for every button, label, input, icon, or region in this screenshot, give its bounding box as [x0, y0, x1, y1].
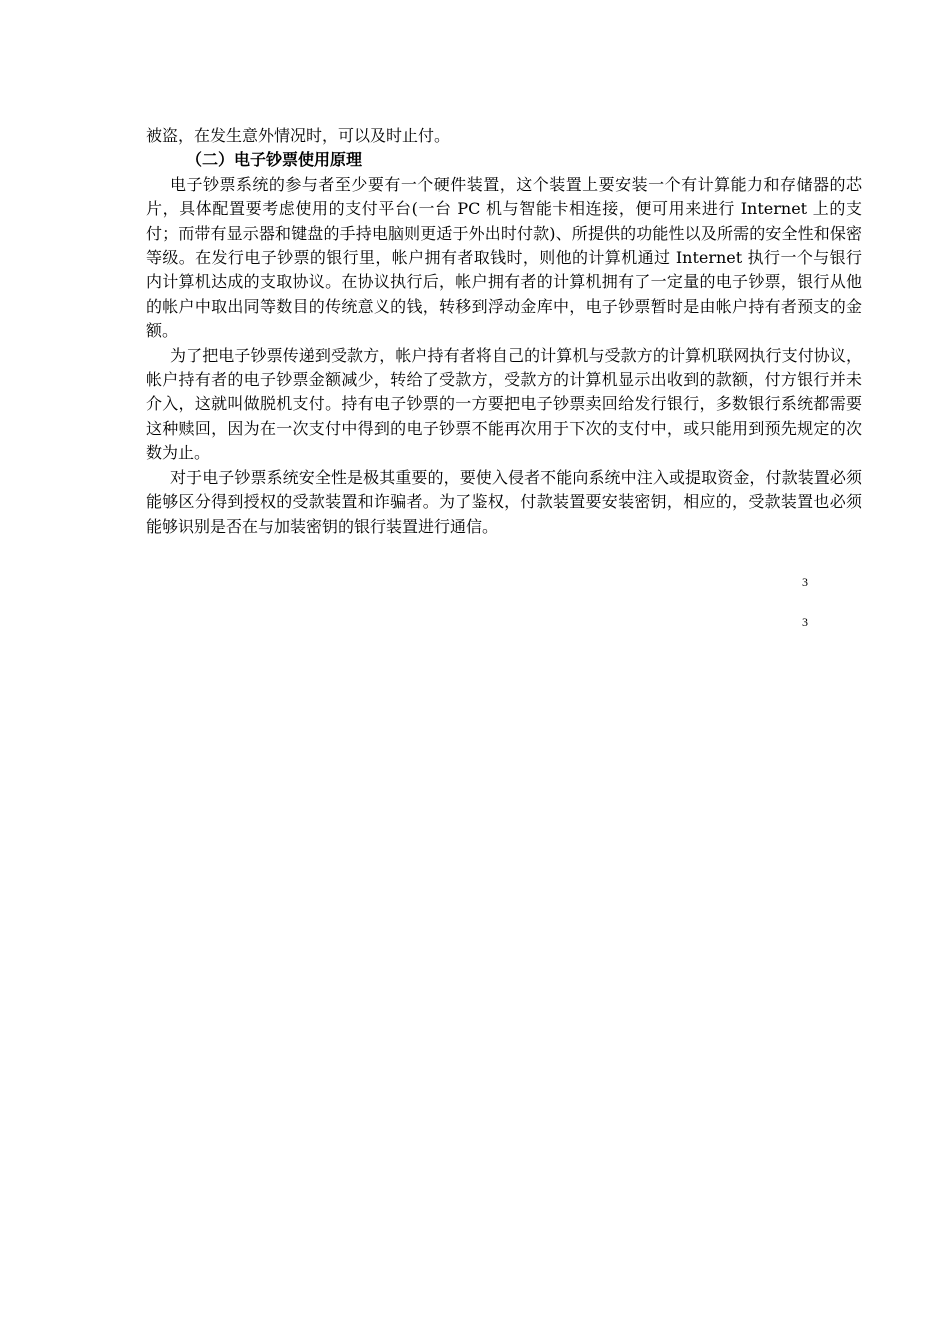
- paragraph: 对于电子钞票系统安全性是极其重要的，要使入侵者不能向系统中注入或提取资金，付款装置必须能够区分得到授权的受款装置和诈骗者。为了鉴权，付款装置要安装密钥，相应的，受款装置也必须能够识别是否在与加装密钥的银行装置进行通信。: [146, 467, 862, 536]
- section-heading: （二）电子钞票使用原理: [186, 150, 363, 170]
- page-number: 3: [802, 615, 808, 629]
- paragraph: 为了把电子钞票传递到受款方，帐户持有者将自己的计算机与受款方的计算机联网执行支付协议，帐户持有者的电子钞票金额减少，转给了受款方，受款方的计算机显示出收到的款额，付方银行并未介入，这就叫做脱机支付。持有电子钞票的一方要把电子钞票卖回给发行银行，多数银行系统都需要这种赎回，因为在一次支付中得到的电子钞票不能再次用于下次的支付中，或只能用到预先规定的次数为止。: [146, 345, 862, 463]
- paragraph: 电子钞票系统的参与者至少要有一个硬件装置，这个装置上要安装一个有计算能力和存储器的芯片，具体配置要考虑使用的支付平台(一台 PC 机与智能卡相连接，便可用来进行 Internet 上的支付；而带有显示器和键盘的手持电脑则更适于外出时付款)、所提供的功能性以及所需的安全性和保密等级。在发行电子钞票的银行里，帐户拥有者取钱时，则他的计算机通过 Internet 执行一个与银行内计算机达成的支取协议。在协议执行后，帐户拥有者的计算机拥有了一定量的电子钞票，银行从他的帐户中取出同等数目的传统意义的钱，转移到浮动金库中，电子钞票暂时是由帐户持有者预支的金额。: [146, 174, 862, 341]
- document-body: [146, 124, 862, 539]
- continuation-text: 被盗，在发生意外情况时，可以及时止付。: [146, 126, 451, 145]
- page-number: 3: [802, 575, 808, 589]
